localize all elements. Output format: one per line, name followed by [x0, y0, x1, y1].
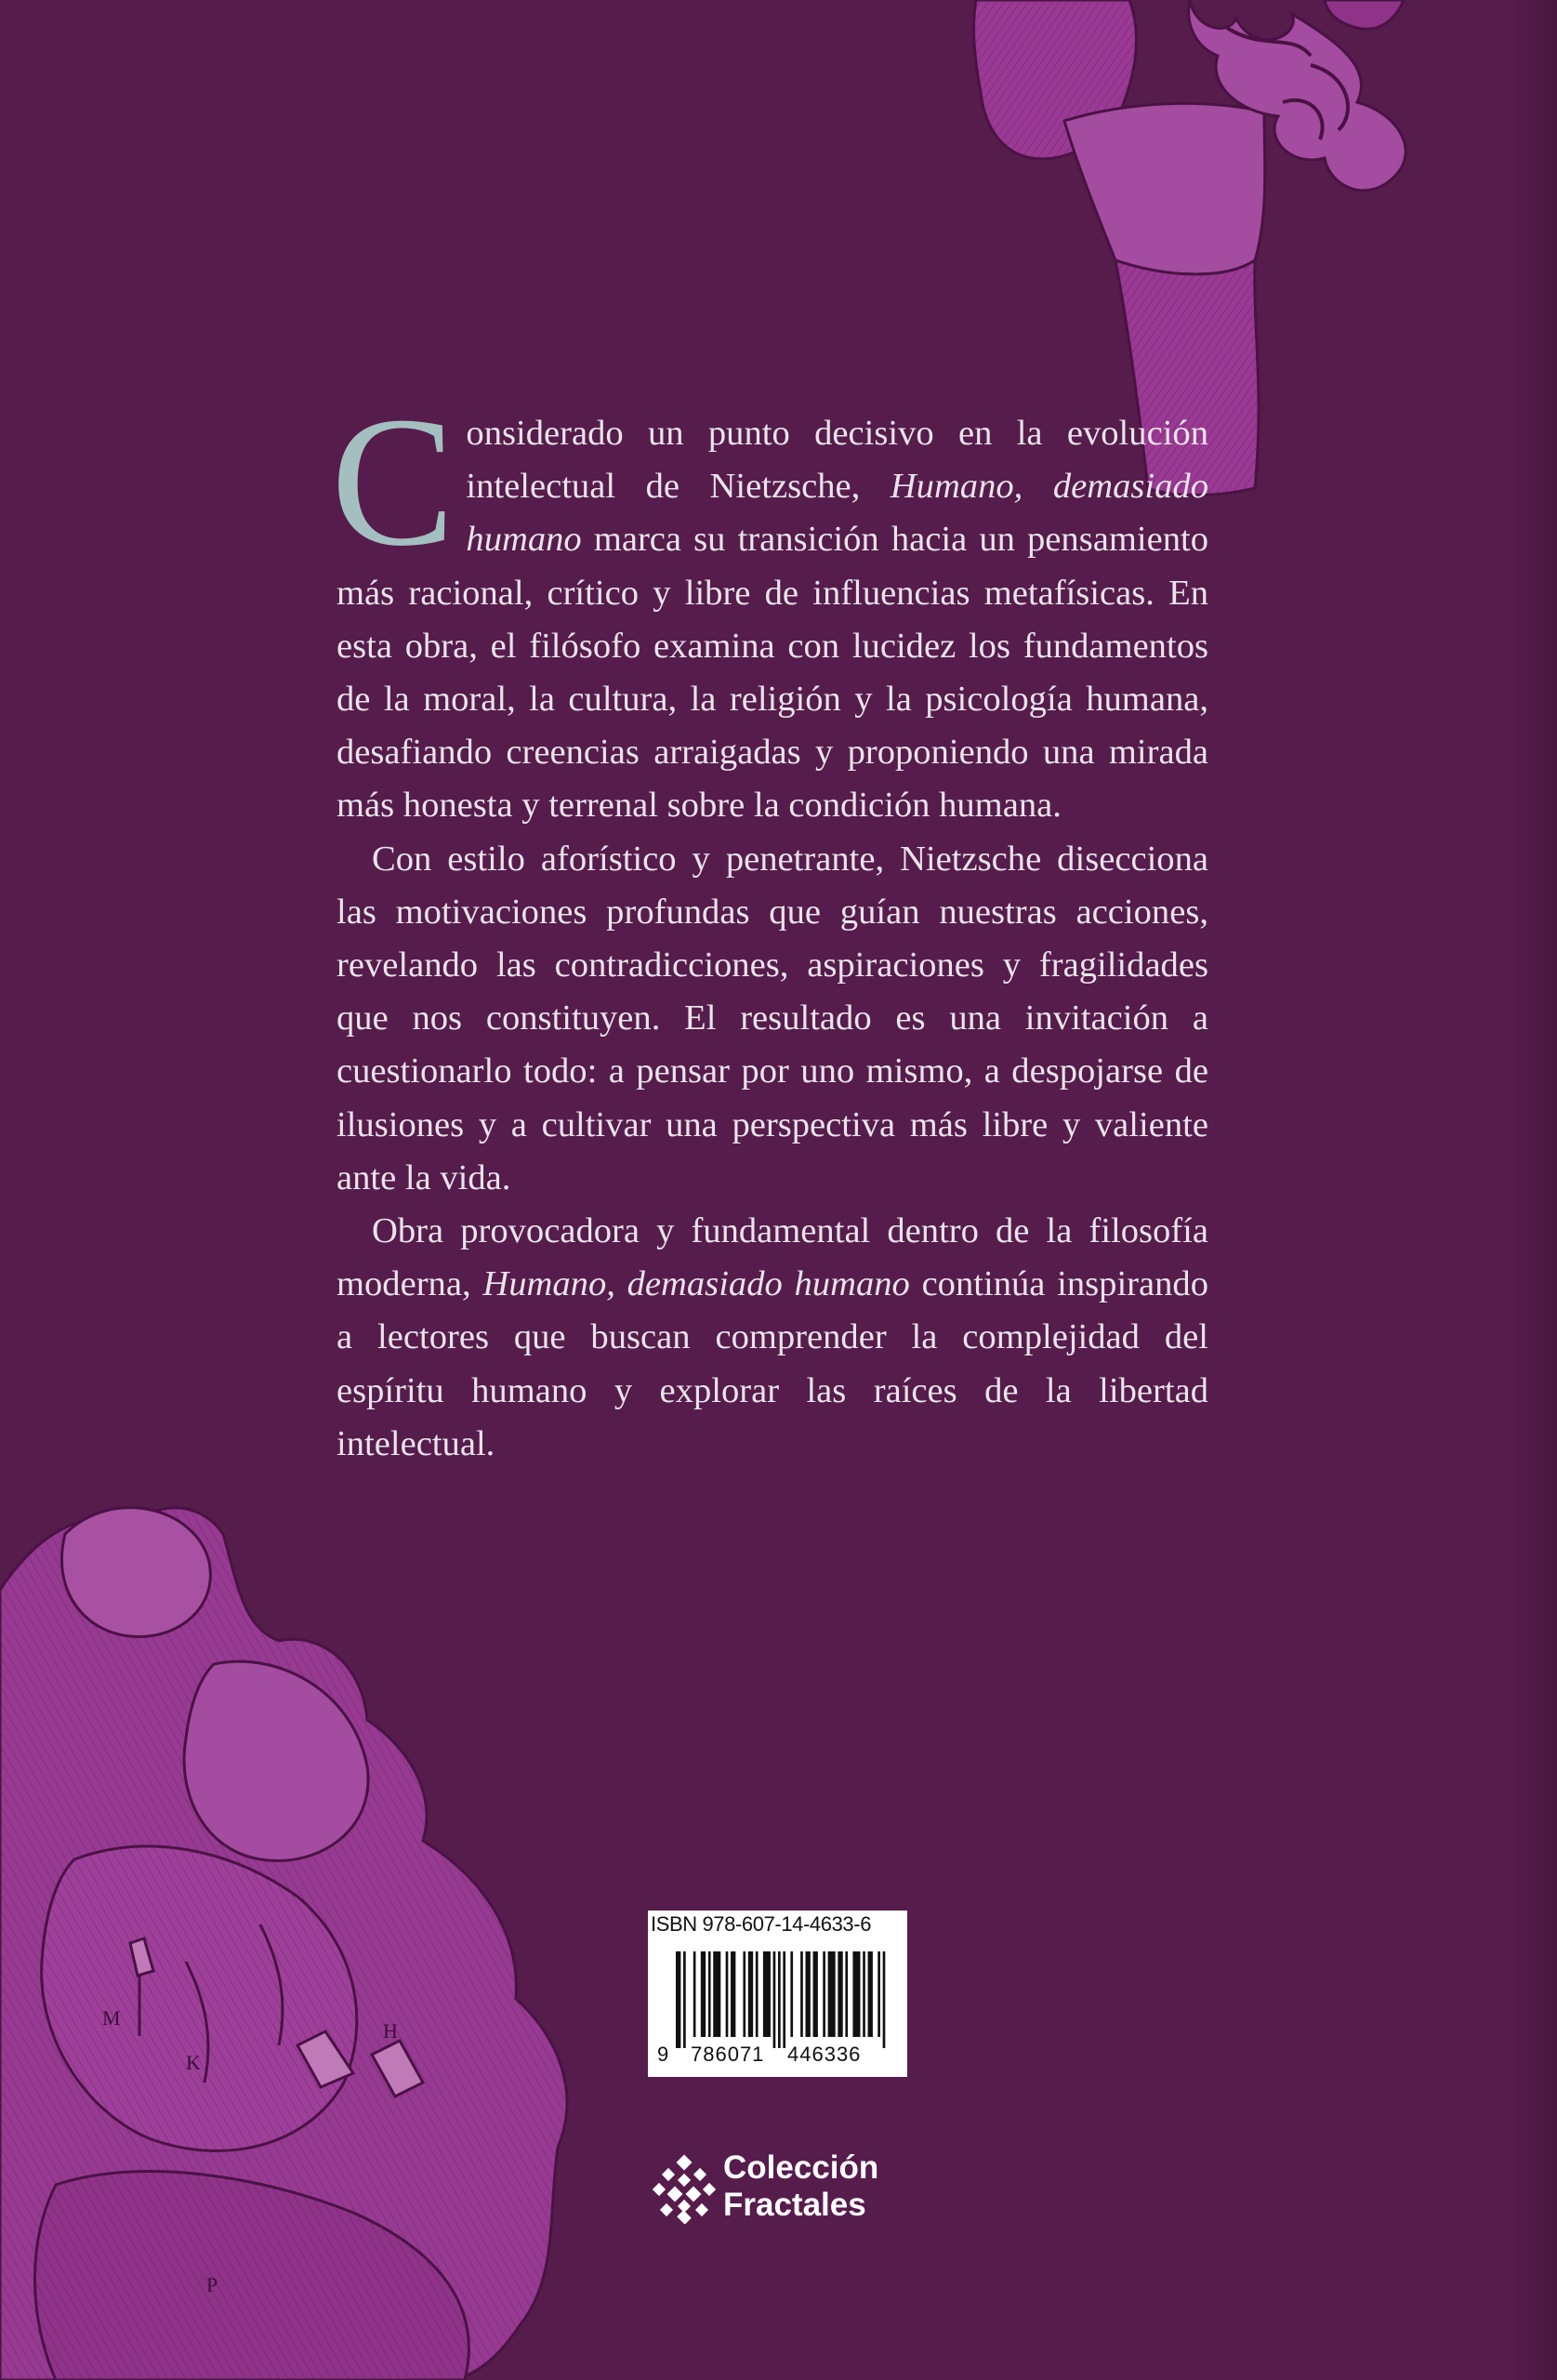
barcode-bar — [773, 1951, 776, 2048]
barcode-bar — [683, 1951, 686, 2048]
barcode-bar — [852, 1951, 860, 2037]
barcode-bar — [778, 1951, 781, 2048]
barcode-bar — [800, 1951, 803, 2037]
barcode-bar — [838, 1951, 842, 2037]
logo-text-fractales: Fractales — [723, 2187, 866, 2223]
barcode-bar — [693, 1951, 696, 2037]
logo-text-coleccion: Colección — [723, 2149, 879, 2186]
barcode-bar — [805, 1951, 810, 2037]
barcode-bar — [756, 1951, 759, 2037]
barcode-digits-right: 446336 — [787, 2043, 862, 2066]
illustration-letter-m: M — [102, 2006, 121, 2030]
barcode-bar — [731, 1951, 735, 2037]
barcode-bar — [713, 1951, 720, 2037]
blurb-p1-rest: marca su transición hacia un pensamiento más racional, crítico y libre de influencias metafísicas. En esta obra, el filósofo examina con lucidez los fundamentos de la moral, la cultura, la religión y la psicología humana, desafiando creencias arraigadas y proponiendo una mirada más honesta y terrenal sobre la condición humana. — [336, 520, 1208, 826]
blurb-p3-text: Obra provocadora y fundamental dentro de la filosofía moderna, — [336, 1211, 1208, 1304]
isbn-label: ISBN 978-607-14-4633-6 — [651, 1912, 872, 1936]
blurb-paragraph-3 — [336, 1205, 1208, 1471]
blurb-paragraph-2: Con estilo aforístico y penetrante, Nietzsche disecciona las motivaciones profundas que guían nuestras acciones, revelando las contradicciones, aspiraciones y fragilidades que nos constituyen. El resultado es una invitación a cuestionarlo todo: a pensar por uno mismo, a despojarse de ilusiones y a cultivar una perspectiva más libre y valiente ante la vida. — [336, 839, 1208, 1197]
blurb-p3-rest: continúa inspirando a lectores que buscan comprender la complejidad del espíritu humano y explorar las raíces de la libertad intelectual. — [336, 1264, 1209, 1463]
fractal-logo-icon — [653, 2153, 716, 2224]
blurb-paragraph-1 — [331, 379, 1209, 833]
illustration-letter-p: P — [206, 2273, 218, 2296]
barcode-digit-first: 9 — [657, 2043, 669, 2066]
barcode-bar — [868, 1951, 873, 2037]
isbn-barcode — [648, 1911, 907, 2077]
barcode-bar — [823, 1951, 825, 2037]
barcode-bar — [701, 1951, 706, 2037]
spine-shadow — [1512, 0, 1557, 2380]
barcode-bar — [676, 1951, 680, 2048]
blurb-p1-text: onsiderado un punto decisivo en la evolución intelectual de Nietzsche, — [466, 414, 1208, 507]
book-title-italic: Humano, demasiado humano — [482, 1264, 910, 1304]
coleccion-fractales-logo — [653, 2146, 913, 2229]
barcode-bar — [790, 1951, 793, 2037]
barcode-bar — [763, 1951, 771, 2037]
barcode-bar — [743, 1951, 746, 2037]
drop-cap: C — [331, 379, 455, 585]
barcode-bar — [708, 1951, 711, 2037]
anatomical-illustration-bottom — [0, 1478, 595, 2380]
barcode-bar — [863, 1951, 865, 2037]
barcode-bar — [883, 1951, 886, 2048]
barcode-bar — [748, 1951, 753, 2037]
back-cover-blurb — [331, 379, 1209, 1471]
barcode-bar — [845, 1951, 848, 2037]
book-title-italic: Humano, demasiado humano — [466, 467, 1209, 560]
barcode-bar — [828, 1951, 836, 2037]
barcode-digits-left: 786071 — [691, 2043, 765, 2066]
barcode-bar — [783, 1951, 785, 2048]
barcode-bar — [726, 1951, 729, 2037]
barcode-bar — [877, 1951, 880, 2037]
illustration-letter-k: K — [186, 2051, 201, 2074]
barcode-bars — [676, 1951, 888, 2048]
illustration-letter-h: H — [383, 2019, 398, 2043]
barcode-bar — [813, 1951, 818, 2037]
